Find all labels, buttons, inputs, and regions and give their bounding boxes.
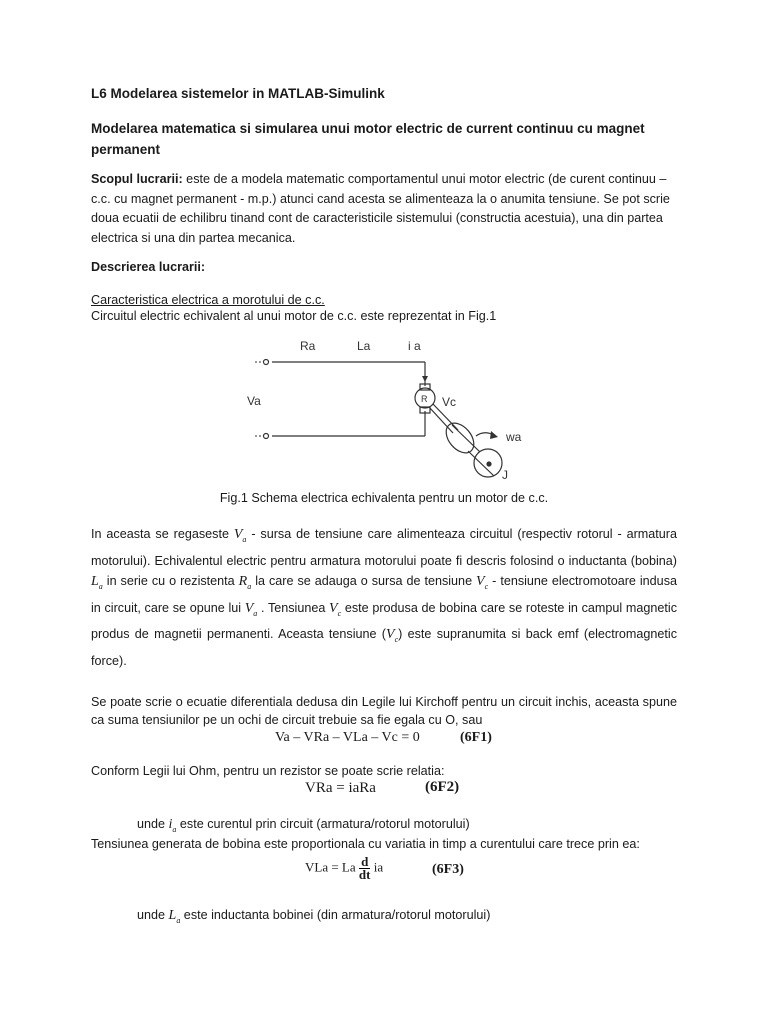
symbol-va: $V_a$ — [233, 527, 247, 544]
equation-6f2-label: (6F2) — [425, 779, 460, 795]
symbol-la-2: $L_a$ — [168, 908, 181, 925]
equation-6f1: Va – VRa – VLa – Vc = 0 — [275, 730, 420, 745]
rotor-front — [441, 418, 480, 458]
current-note: unde $i_a$ este curentul prin circuit (armatura/rotorul motorului) — [137, 817, 470, 834]
circuit-diagram — [240, 332, 530, 482]
equation-6f3: VLa = La $\frac{d}{dt}$ ia — [305, 854, 384, 882]
symbol-ra: $R_a$ — [238, 574, 252, 591]
description-heading: Descrierea lucrarii: — [91, 260, 206, 274]
label-ra: Ra — [300, 339, 316, 353]
paragraph-armature: In aceasta se regaseste $V_a$ - sursa de tensiune care alimenteaza circuitul (respectiv rotorul - armatura motorului). Echivalentul electric pentru armatura motorului poate fi descris folosind o inductanta (bobina) $L_a$ in serie cu o rezistenta $R_a$ la care se adauga o sursa de tensiune $V_c$ - tensiune electromotoare indusa in circuit, care se opune lui $V_a$ . Tensiunea $V_c$ este produsa de bobina care se roteste in campul magnetic produs de magnetii permanenti. Aceasta tensiune $(V_c)$ este supranumita si back emf (electromagnetic force). — [91, 527, 677, 668]
electrical-intro: Circuitul electric echivalent al unui motor de c.c. este reprezentat in Fig.1 — [91, 309, 497, 323]
terminal-top — [264, 360, 269, 365]
equation-6f2: VRa = iaRa — [305, 780, 376, 796]
inductor-paragraph: Tensiunea generata de bobina este proportionala cu variatia in timp a curentului care trece prin ea: — [91, 837, 640, 851]
equation-6f1-label: (6F1) — [460, 730, 492, 745]
ohm-paragraph: Conform Legii lui Ohm, pentru un rezistor se poate scrie relatia: — [91, 764, 445, 778]
symbol-va-2: $V_a$ — [244, 600, 258, 618]
terminal-bottom — [264, 434, 269, 439]
label-j: J — [502, 468, 508, 482]
label-la: La — [357, 339, 371, 353]
scope-label: Scopul lucrarii: — [91, 172, 183, 186]
shaft-line-2 — [429, 407, 453, 433]
symbol-ia: $i_a$ — [168, 817, 177, 834]
scope-paragraph — [91, 170, 681, 248]
label-va: Va — [247, 394, 261, 408]
page-subtitle: Modelarea matematica si simularea unui motor electric de current continuu cu magnet permanent — [91, 121, 645, 157]
symbol-vc-3: $V_c$ — [386, 627, 399, 644]
symbol-vc-2: $V_c$ — [329, 600, 342, 618]
label-vc: Vc — [442, 395, 457, 409]
rotor-axis — [487, 462, 491, 466]
page-title: L6 Modelarea sistemelor in MATLAB-Simulink — [91, 86, 385, 101]
inductance-note: unde $L_a$ este inductanta bobinei (din armatura/rotorul motorului) — [137, 908, 491, 925]
figure-caption: Fig.1 Schema electrica echivalenta pentru un motor de c.c. — [219, 491, 549, 505]
derivative-fraction: $\frac{d}{dt}$ — [358, 854, 371, 882]
symbol-vc: $V_c$ — [476, 574, 489, 591]
label-wa: wa — [506, 430, 522, 444]
kirchhoff-paragraph: Se poate scrie o ecuatie diferentiala dedusa din Legile lui Kirchoff pentru un circuit inchis, aceasta spune ca suma tensiunilor pe un ochi de circuit trebuie sa fie egala cu O, sau — [91, 695, 677, 727]
rotation-arrowhead — [490, 431, 498, 439]
label-ia: i a — [408, 339, 421, 353]
scope-text: este de a modela matematic comportamentul unui motor electric (de curent continuu – c.c. cu magnet permanent - m.p.) atunci cand acesta se alimenteaza la o anumita tensiune. Se pot scrie doua ecuatii de echilibru tinand cont de caracteristicile sistemului (constructia acestuia), una din partea electrica si una din partea mecanica. — [91, 172, 670, 245]
electrical-heading: Caracteristica electrica a morotului de c.c. — [91, 293, 325, 307]
equation-6f3-label: (6F3) — [432, 862, 464, 877]
symbol-la: $L_a$ — [91, 574, 103, 591]
current-arrow — [422, 376, 428, 382]
label-r: R — [421, 394, 428, 404]
